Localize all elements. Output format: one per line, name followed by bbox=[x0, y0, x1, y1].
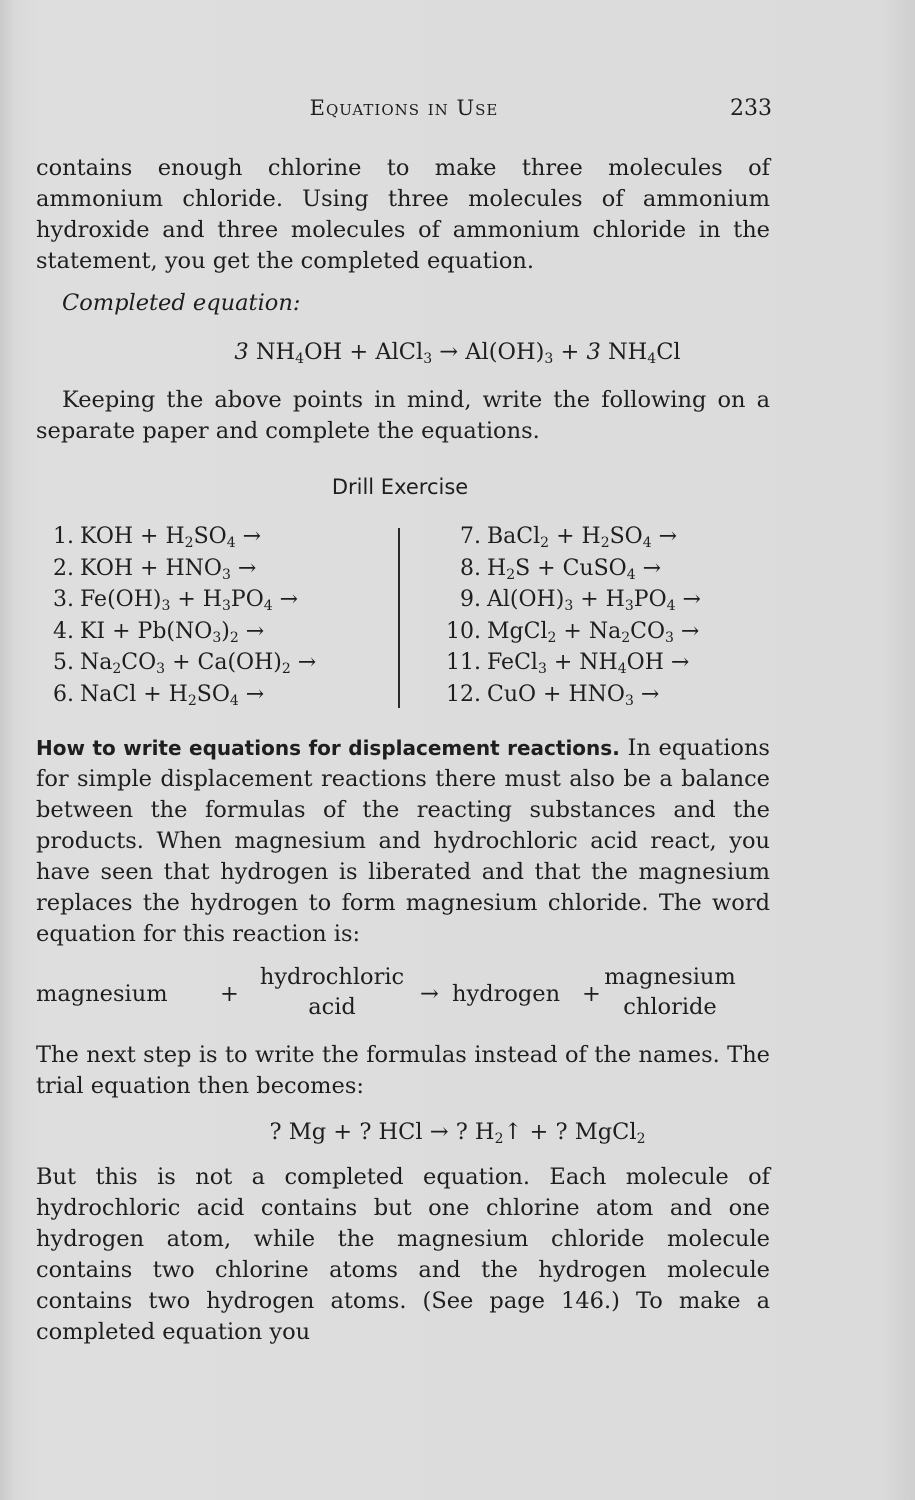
drill-exercise-title: Drill Exercise bbox=[331, 475, 469, 499]
word-magnesium-chloride: magnesium chloride bbox=[604, 964, 736, 1020]
drill-item: 1. KOH + $H_2SO_4$ → bbox=[53, 524, 262, 551]
paragraph-instructions: Keeping the above points in mind, write the following on a separate paper and complete the equations. bbox=[36, 387, 770, 444]
page-header bbox=[36, 96, 772, 130]
drill-item: 12. CuO + $HNO_3$ → bbox=[446, 681, 660, 709]
drill-item: 10. MgCl$_2$ + $Na_2CO_3$ → bbox=[446, 618, 700, 646]
word-magnesium: magnesium bbox=[36, 981, 168, 1007]
drill-item: 2. KOH + $HNO_3$ → bbox=[53, 555, 257, 583]
drill-item: 5. $Na_2CO_3 + Ca(OH)_2$ → bbox=[53, 650, 317, 677]
drill-item: 7. BaCl$_2$ + $H_2SO_4$ → bbox=[460, 524, 678, 551]
completed-equation: 3 $NH_4OH$ + AlCl$_3$ → $Al(OH)_3 + 3$ $NH_4Cl$ bbox=[234, 339, 681, 367]
word-equation bbox=[36, 962, 770, 1026]
drill-exercise bbox=[34, 524, 774, 714]
paragraph-ammonium-chloride: contains enough chlorine to make three molecules of ammonium chloride. Using three molecules of ammonium hydroxide and three molecules of ammonium chloride in the statement, you get the completed equation. bbox=[36, 155, 770, 274]
completed-equation-label: Completed equation: bbox=[62, 290, 301, 316]
trial-equation: ? Mg + ? HCl → ? $H_2↑$ + ? MgCl$_2$ bbox=[269, 1119, 646, 1147]
drill-column-left bbox=[34, 524, 316, 713]
paragraph-displacement: How to write equations for displacement reactions. In equations for simple displacement reactions there must also be a balance between the formulas of the reacting substances and the products. When magnesium and hydrochloric acid react, you have seen that hydrogen is liberated and that the magnesium replaces the hydrogen to form magnesium chloride. The word equation for this reaction is: bbox=[36, 735, 770, 947]
page-number: 233 bbox=[730, 96, 772, 121]
column-divider bbox=[398, 528, 400, 708]
paragraph-explanation: But this is not a completed equation. Each molecule of hydrochloric acid contains but one chlorine atom and one hydrogen atom, while the magnesium chloride molecule contains two chlorine atoms and the hydrogen molecule contains two hydrogen atoms. (See page 146.) To make a completed equation you bbox=[36, 1164, 770, 1345]
word-arrow: → bbox=[420, 981, 439, 1007]
word-plus: + bbox=[220, 981, 239, 1007]
drill-item: 4. KI + $Pb(NO_3)_2$ → bbox=[53, 618, 265, 646]
running-title: Equations in Use bbox=[309, 96, 499, 120]
word-hydrogen: hydrogen bbox=[452, 981, 561, 1007]
word-plus-2: + bbox=[582, 981, 601, 1007]
drill-item: 3. $Fe(OH)_3 + H_3PO_4$ → bbox=[53, 587, 299, 614]
drill-item: 6. NaCl + $H_2SO_4$ → bbox=[53, 681, 265, 709]
drill-column-right bbox=[429, 524, 701, 713]
word-hydrochloric-acid: hydrochloric acid bbox=[259, 964, 405, 1020]
drill-item: 11. FeCl$_3$ + $NH_4OH$ → bbox=[446, 650, 690, 677]
section-heading: How to write equations for displacement reactions. bbox=[36, 736, 620, 760]
paragraph-next-step: The next step is to write the formulas instead of the names. The trial equation then becomes: bbox=[36, 1042, 770, 1099]
drill-item: 8. $H_2S$ + CuSO$_4$ → bbox=[460, 555, 662, 583]
drill-item: 9. $Al(OH)_3 + H_3PO_4$ → bbox=[460, 587, 701, 614]
